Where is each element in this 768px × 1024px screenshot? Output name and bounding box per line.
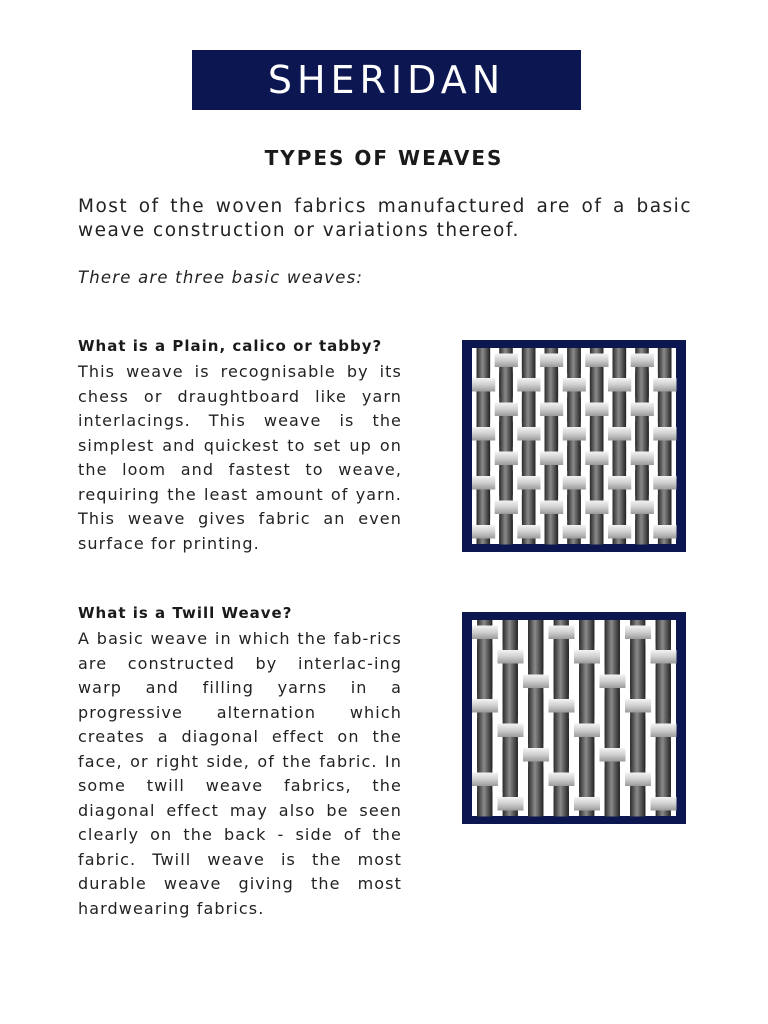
twill-weave-graphic: [462, 612, 686, 824]
warp-yarn-over: [528, 792, 543, 817]
weft-yarn: [574, 650, 600, 664]
warp-yarn-over: [590, 520, 604, 545]
warp-yarn-over: [579, 669, 594, 694]
warp-yarn-over: [554, 743, 569, 768]
weft-yarn: [653, 378, 676, 392]
weft-yarn: [585, 403, 608, 417]
warp-yarn-over: [658, 495, 672, 520]
weft-yarn: [631, 403, 654, 417]
plain-weave-section: [78, 336, 402, 556]
intro-paragraph: Most of the woven fabrics manufactured are of a basic weave construction or variations thereof.: [78, 196, 692, 241]
warp-yarn-over: [630, 743, 645, 768]
warp-yarn-over: [554, 792, 569, 817]
weft-yarn: [540, 452, 563, 466]
warp-yarn-over: [503, 620, 518, 645]
plain-weave-description: This weave is recognisable by its chess or draughtboard like yarn interlacings. This weave is the simplest and quickest to set up on the loom and fastest to weave, requiring the least amount of yarn. This weave gives fabric an even surface for printing.: [78, 362, 402, 553]
warp-yarn-over: [635, 471, 649, 496]
weft-yarn: [517, 378, 540, 392]
weft-yarn: [495, 403, 518, 417]
warp-yarn-over: [658, 446, 672, 471]
warp-yarn-over: [477, 669, 492, 694]
weft-yarn: [495, 501, 518, 515]
warp-yarn-over: [656, 743, 671, 768]
weft-yarn: [540, 354, 563, 368]
page-title: TYPES OF WEAVES: [264, 146, 504, 170]
weft-yarn: [472, 476, 495, 490]
warp-yarn-over: [635, 520, 649, 545]
warp-yarn-over: [545, 422, 559, 447]
weft-yarn: [651, 724, 677, 738]
weaves-subtitle: There are three basic weaves:: [78, 268, 364, 287]
warp-yarn-over: [522, 495, 536, 520]
logo-text: SHERIDAN: [267, 58, 506, 102]
warp-yarn-over: [545, 373, 559, 398]
warp-yarn-over: [528, 718, 543, 743]
warp-yarn-over: [605, 792, 620, 817]
warp-yarn-over: [477, 348, 491, 373]
weft-yarn: [653, 427, 676, 441]
warp-yarn-over: [590, 422, 604, 447]
weft-yarn: [631, 354, 654, 368]
weft-yarn: [472, 626, 498, 640]
weft-yarn: [523, 675, 549, 689]
warp-yarn-over: [528, 694, 543, 719]
warp-yarn-over: [656, 669, 671, 694]
weft-yarn: [651, 797, 677, 811]
weft-yarn: [563, 476, 586, 490]
warp-yarn-over: [528, 767, 543, 792]
weft-yarn: [625, 699, 651, 713]
weft-yarn: [517, 427, 540, 441]
warp-yarn-over: [630, 645, 645, 670]
warp-yarn-over: [477, 397, 491, 422]
warp-yarn-over: [545, 471, 559, 496]
weft-yarn: [653, 525, 676, 539]
weft-yarn: [631, 452, 654, 466]
warp-yarn-over: [605, 718, 620, 743]
weft-yarn: [549, 773, 575, 787]
warp-yarn-over: [503, 694, 518, 719]
weft-yarn: [574, 724, 600, 738]
warp-yarn-over: [605, 767, 620, 792]
weft-yarn: [498, 724, 524, 738]
weft-yarn: [517, 476, 540, 490]
weft-yarn: [472, 378, 495, 392]
warp-yarn-over: [579, 620, 594, 645]
weft-yarn: [625, 626, 651, 640]
warp-yarn-over: [477, 446, 491, 471]
warp-yarn-over: [635, 422, 649, 447]
warp-yarn-over: [579, 743, 594, 768]
plain-weave-heading: What is a Plain, calico or tabby?: [78, 337, 383, 355]
weft-yarn: [523, 748, 549, 762]
warp-yarn-over: [658, 397, 672, 422]
weft-yarn: [631, 501, 654, 515]
warp-yarn-over: [605, 694, 620, 719]
warp-yarn-over: [477, 743, 492, 768]
warp-yarn-over: [554, 669, 569, 694]
warp-yarn-over: [522, 446, 536, 471]
warp-yarn-over: [477, 792, 492, 817]
warp-yarn-over: [613, 495, 627, 520]
warp-yarn-over: [605, 645, 620, 670]
weft-yarn: [608, 525, 631, 539]
weft-yarn: [574, 797, 600, 811]
weft-yarn: [540, 403, 563, 417]
weft-yarn: [498, 650, 524, 664]
weft-yarn: [563, 427, 586, 441]
weft-yarn: [608, 427, 631, 441]
weft-yarn: [495, 452, 518, 466]
twill-weave-diagram: [462, 612, 686, 824]
warp-yarn-over: [613, 446, 627, 471]
warp-yarn-over: [528, 645, 543, 670]
warp-yarn-over: [613, 397, 627, 422]
warp-yarn-over: [554, 718, 569, 743]
warp-yarn-over: [477, 645, 492, 670]
weft-yarn: [498, 797, 524, 811]
plain-weave-graphic: [462, 340, 686, 552]
weft-yarn: [549, 626, 575, 640]
weft-yarn: [472, 699, 498, 713]
weft-yarn: [651, 650, 677, 664]
weft-yarn: [653, 476, 676, 490]
weft-yarn: [540, 501, 563, 515]
warp-yarn-over: [630, 792, 645, 817]
weft-yarn: [472, 427, 495, 441]
weft-yarn: [472, 525, 495, 539]
weft-yarn: [563, 525, 586, 539]
warp-yarn-over: [503, 743, 518, 768]
warp-yarn-over: [522, 348, 536, 373]
warp-yarn-over: [656, 767, 671, 792]
warp-yarn-over: [477, 718, 492, 743]
warp-yarn-over: [528, 620, 543, 645]
warp-yarn-over: [579, 694, 594, 719]
warp-yarn-over: [656, 694, 671, 719]
warp-yarn-over: [503, 767, 518, 792]
weft-yarn: [563, 378, 586, 392]
weft-yarn: [625, 773, 651, 787]
warp-yarn-over: [522, 397, 536, 422]
warp-yarn-over: [503, 669, 518, 694]
weft-yarn: [585, 452, 608, 466]
warp-yarn-over: [567, 495, 581, 520]
warp-yarn-over: [499, 520, 513, 545]
weft-yarn: [600, 748, 626, 762]
weft-yarn: [495, 354, 518, 368]
warp-yarn-over: [567, 397, 581, 422]
warp-yarn-over: [630, 669, 645, 694]
twill-weave-section: [78, 603, 402, 921]
warp-yarn-over: [590, 471, 604, 496]
weft-yarn: [472, 773, 498, 787]
weft-yarn: [600, 675, 626, 689]
weft-yarn: [585, 354, 608, 368]
warp-yarn-over: [605, 620, 620, 645]
warp-yarn-over: [613, 348, 627, 373]
plain-weave-diagram: [462, 340, 686, 552]
warp-yarn-over: [630, 718, 645, 743]
weft-yarn: [608, 378, 631, 392]
sheridan-logo: [192, 50, 581, 110]
twill-weave-description: A basic weave in which the fab-rics are constructed by interlac-ing warp and filling yarns in a progressive alternation which creates a diagonal effect on the face, or right side, of the fabric. In some twill weave fabrics, the diagonal effect may also be seen clearly on the back - side of the fabric. Twill weave is the most durable weave giving the most hardwearing fabrics.: [78, 629, 402, 918]
warp-yarn-over: [567, 348, 581, 373]
warp-yarn-over: [658, 348, 672, 373]
weft-yarn: [608, 476, 631, 490]
warp-yarn-over: [567, 446, 581, 471]
warp-yarn-over: [590, 373, 604, 398]
warp-yarn-over: [656, 620, 671, 645]
twill-weave-heading: What is a Twill Weave?: [78, 604, 293, 622]
warp-yarn-over: [579, 767, 594, 792]
weft-yarn: [549, 699, 575, 713]
weft-yarn: [585, 501, 608, 515]
warp-yarn-over: [635, 373, 649, 398]
warp-yarn-over: [499, 471, 513, 496]
warp-yarn-over: [499, 373, 513, 398]
weft-yarn: [517, 525, 540, 539]
warp-yarn-over: [545, 520, 559, 545]
warp-yarn-over: [477, 495, 491, 520]
warp-yarn-over: [554, 645, 569, 670]
warp-yarn-over: [499, 422, 513, 447]
